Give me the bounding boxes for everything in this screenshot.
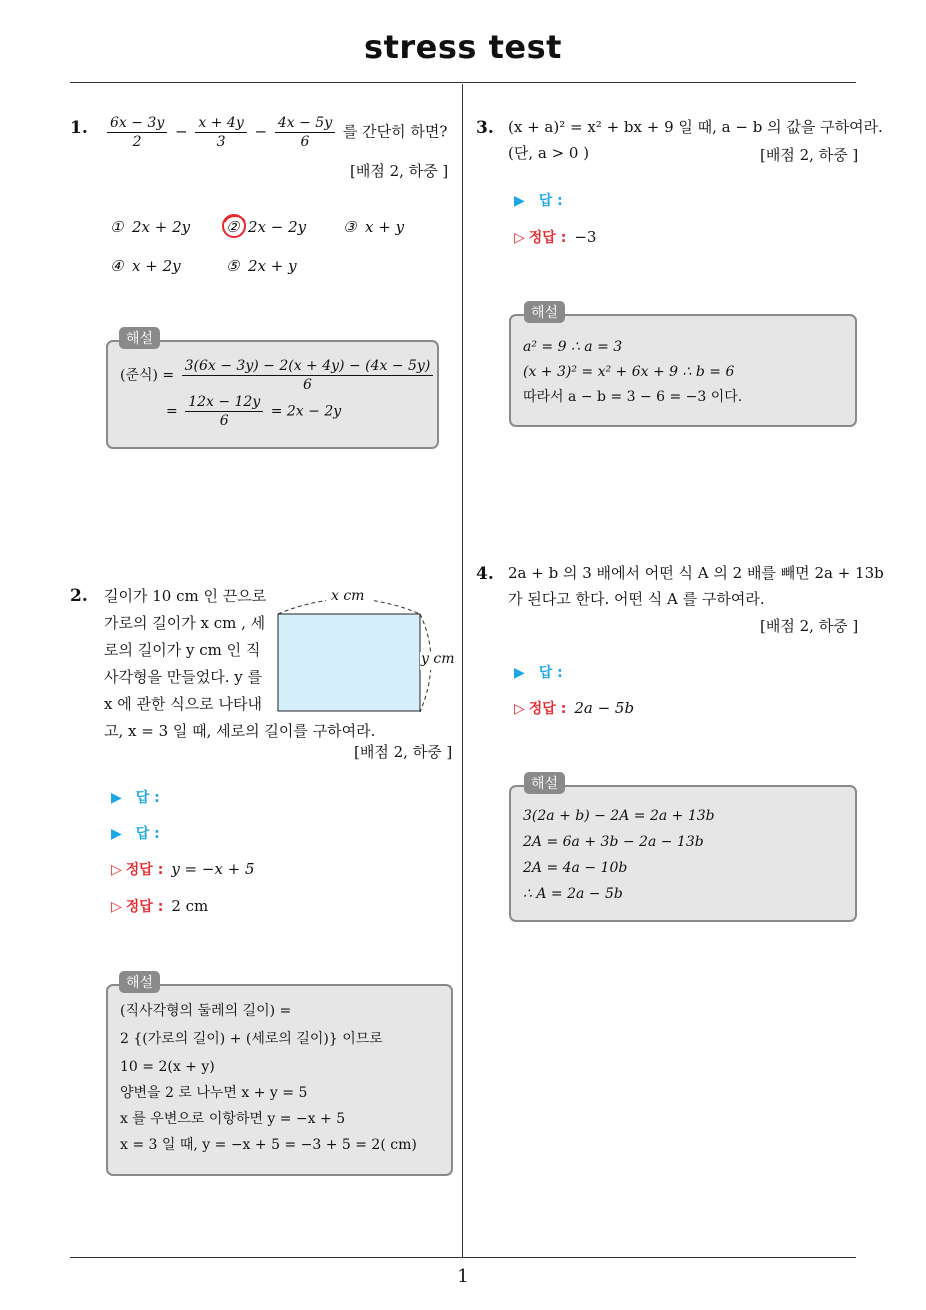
fraction-1: $\frac{6x - 3y}{2}$ [107, 114, 167, 151]
selected-circle-icon [220, 212, 248, 240]
question-4-number: 4. [476, 564, 494, 584]
solution-line: 양변을 2 로 나누면 x + y = 5 [120, 1085, 308, 1101]
solution-line: (준식) = $\frac{3(6x - 3y) - 2(x + 4y) - (4x - 5y)}{6}$ [120, 357, 436, 394]
question-2-line: 사각형을 만들었다. y 를 [104, 668, 262, 686]
play-icon: ▶ [111, 790, 122, 806]
solution-line: = $\frac{12x - 12y}{6}$ = 2x − 2y [166, 394, 342, 429]
figure-height-label: y cm [421, 651, 455, 667]
question-2-line: x 에 관한 식으로 나타내 [104, 695, 262, 713]
correct-answer-2: ▷ 정답 : 2 cm [111, 897, 209, 915]
play-icon: ▶ [514, 193, 525, 209]
option-2[interactable]: ② 2x − 2y [226, 218, 306, 236]
correct-answer-1: ▷ 정답 : y = −x + 5 [111, 860, 255, 878]
question-4-meta: [배점 2, 하중 ] [760, 617, 859, 635]
question-1-solution-box [106, 340, 439, 449]
answer-field-1[interactable]: ▶ 답 : [111, 790, 160, 806]
option-3[interactable]: ③ x + y [343, 218, 405, 236]
solution-tag: 해설 [119, 327, 160, 349]
answer-field-4[interactable]: ▶ 답 : [514, 665, 563, 681]
fraction-3: $\frac{4x - 5y}{6}$ [275, 114, 335, 151]
triangle-outline-icon: ▷ [111, 899, 122, 915]
question-1-meta: [배점 2, 하중 ] [350, 162, 449, 180]
question-3-line: (x + a)² = x² + bx + 9 일 때, a − b 의 값을 구하여라. [508, 118, 883, 136]
solution-tag: 해설 [119, 971, 160, 993]
answer-field-2[interactable]: ▶ 답 : [111, 826, 160, 842]
question-2-line: 가로의 길이가 x cm , 세 [104, 614, 266, 632]
question-2-line: 로의 길이가 y cm 인 직 [104, 641, 261, 659]
question-2-meta: [배점 2, 하중 ] [354, 743, 453, 761]
triangle-outline-icon: ▷ [514, 230, 525, 246]
solution-line: (직사각형의 둘레의 길이) = [120, 1003, 292, 1019]
question-2-line: 고, x = 3 일 때, 세로의 길이를 구하여라. [104, 722, 376, 740]
solution-line: 2A = 4a − 10b [523, 860, 628, 876]
solution-line: ∴ A = 2a − 5b [523, 886, 623, 902]
play-icon: ▶ [514, 665, 525, 681]
solution-tag: 해설 [524, 301, 565, 323]
page-number: 1 [457, 1266, 469, 1287]
question-2-line: 길이가 10 cm 인 끈으로 [104, 587, 267, 605]
fraction-2: $\frac{x + 4y}{3}$ [195, 114, 246, 151]
option-5[interactable]: ⑤ 2x + y [226, 257, 297, 275]
triangle-outline-icon: ▷ [514, 701, 525, 717]
question-2-number: 2. [70, 586, 88, 606]
correct-answer-4: ▷ 정답 : 2a − 5b [514, 699, 635, 717]
solution-line: 2 {(가로의 길이) + (세로의 길이)} 이므로 [120, 1031, 383, 1047]
footer-rule [70, 1257, 856, 1258]
question-1-number: 1. [70, 118, 88, 138]
correct-answer-3: ▷ 정답 : −3 [514, 228, 597, 246]
question-3-line: (단, a > 0 ) [508, 144, 590, 162]
option-4[interactable]: ④ x + 2y [110, 257, 181, 275]
triangle-outline-icon: ▷ [111, 862, 122, 878]
solution-line: 2A = 6a + 3b − 2a − 13b [523, 834, 704, 850]
question-4-line: 2a + b 의 3 배에서 어떤 식 A 의 2 배를 빼면 2a + 13b [508, 564, 884, 582]
question-2-solution-box [106, 984, 453, 1176]
question-3-solution-box [509, 314, 857, 427]
solution-line: 10 = 2(x + y) [120, 1059, 215, 1075]
solution-line: 따라서 a − b = 3 − 6 = −3 이다. [523, 389, 743, 405]
figure-width-label: x cm [331, 588, 365, 604]
answer-field-3[interactable]: ▶ 답 : [514, 193, 563, 209]
solution-tag: 해설 [524, 772, 565, 794]
question-4-solution-box [509, 785, 857, 922]
question-3-meta: [배점 2, 하중 ] [760, 146, 859, 164]
question-1-expression: $\frac{6x - 3y}{2}$ − $\frac{x + 4y}{3}$ − $\frac{4x - 5y}{6}$ 를 간단히 하면? [104, 114, 447, 151]
solution-line: 3(2a + b) − 2A = 2a + 13b [523, 808, 715, 824]
page-title: stress test [364, 28, 562, 66]
option-1[interactable]: ① 2x + 2y [110, 218, 191, 236]
solution-line: x = 3 일 때, y = −x + 5 = −3 + 5 = 2( cm) [120, 1137, 417, 1153]
solution-line: (x + 3)² = x² + 6x + 9 ∴ b = 6 [523, 364, 735, 380]
header-rule [70, 82, 856, 83]
column-divider [462, 84, 463, 1258]
question-4-line: 가 된다고 한다. 어떤 식 A 를 구하여라. [508, 590, 765, 608]
solution-line: a² = 9 ∴ a = 3 [523, 339, 623, 355]
play-icon: ▶ [111, 826, 122, 842]
solution-line: x 를 우변으로 이항하면 y = −x + 5 [120, 1111, 346, 1127]
question-3-number: 3. [476, 118, 494, 138]
